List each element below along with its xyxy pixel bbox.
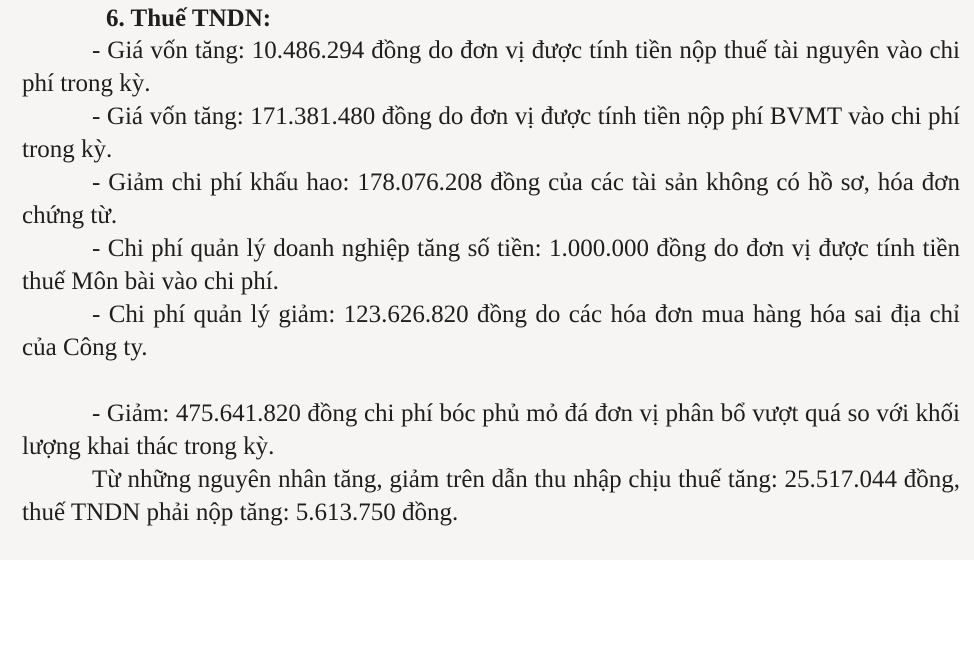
paragraph-cost-resource-tax: - Giá vốn tăng: 10.486.294 đồng do đơn vị được tính tiền nộp thuế tài nguyên vào chi phí trong kỳ. bbox=[22, 37, 960, 97]
paragraph-license-tax: - Chi phí quản lý doanh nghiệp tăng số tiền: 1.000.000 đồng do đơn vị được tính tiền thuế Môn bài vào chi phí. bbox=[22, 235, 960, 295]
document-body bbox=[22, 4, 960, 529]
section-heading: 6. Thuế TNDN: bbox=[106, 5, 272, 32]
paragraph-conclusion: Từ những nguyên nhân tăng, giảm trên dẫn thu nhập chịu thuế tăng: 25.517.044 đồng, thuế TNDN phải nộp tăng: 5.613.750 đồng. bbox=[22, 466, 960, 526]
paragraph-depreciation-reduction: - Giảm chi phí khấu hao: 178.076.208 đồng của các tài sản không có hồ sơ, hóa đơn chứng từ. bbox=[22, 169, 960, 229]
paragraph-stripping-cost-reduction: - Giảm: 475.641.820 đồng chi phí bóc phủ mỏ đá đơn vị phân bổ vượt quá so với khối lượng khai thác trong kỳ. bbox=[22, 400, 960, 460]
paragraph-management-cost-reduction: - Chi phí quản lý giảm: 123.626.820 đồng do các hóa đơn mua hàng hóa sai địa chỉ của Công ty. bbox=[22, 301, 960, 361]
paragraph-cost-environment-fee: - Giá vốn tăng: 171.381.480 đồng do đơn vị được tính tiền nộp phí BVMT vào chi phí trong kỳ. bbox=[22, 103, 960, 163]
